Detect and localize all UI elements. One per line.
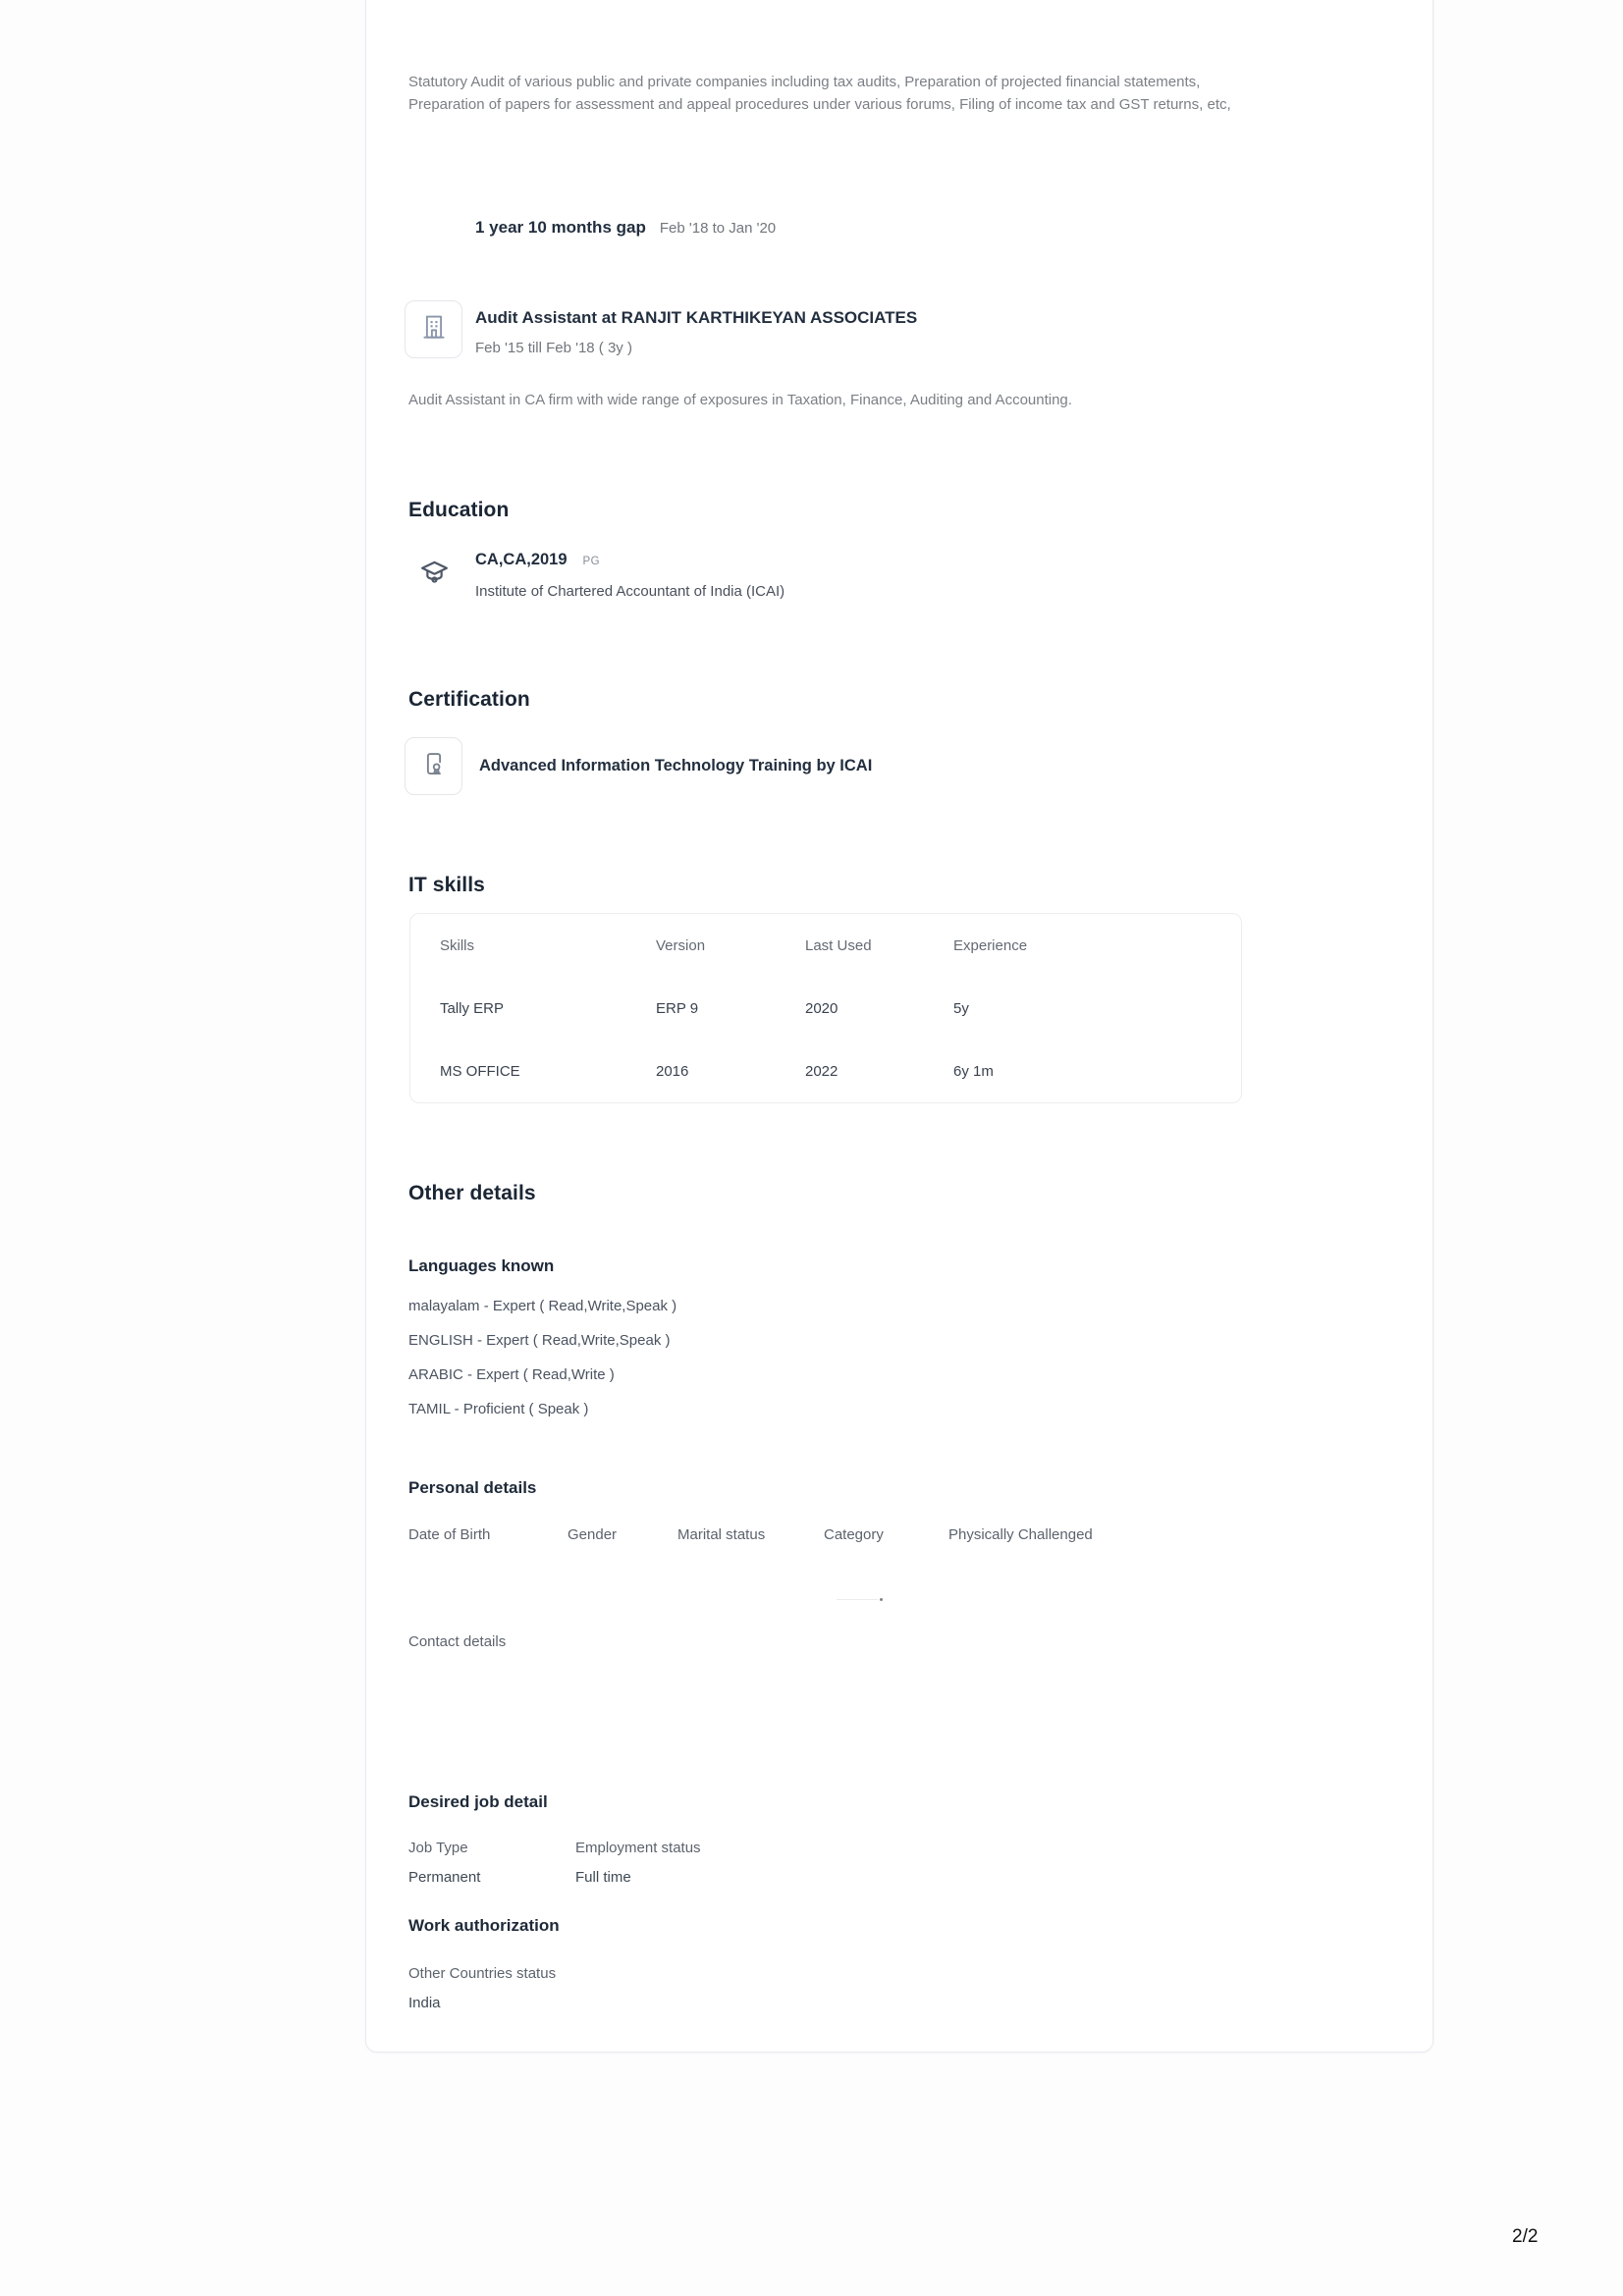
- redacted-value-mark: [837, 1598, 883, 1601]
- education-entry: [475, 551, 600, 569]
- personal-details-labels: [408, 1526, 1093, 1543]
- education-heading: Education: [408, 499, 510, 521]
- job-type-value: Permanent: [408, 1869, 481, 1886]
- desired-job-heading: Desired job detail: [408, 1792, 548, 1811]
- employment-status-value: Full time: [575, 1869, 631, 1886]
- personal-label: Category: [824, 1526, 884, 1543]
- language-item: TAMIL - Proficient ( Speak ): [408, 1401, 589, 1417]
- page-number: 2/2: [1512, 2226, 1539, 2247]
- column-header: Version: [656, 936, 706, 954]
- certificate-icon: [419, 749, 449, 783]
- it-skills-table: [409, 913, 1242, 1103]
- certification-heading: Certification: [408, 688, 530, 711]
- gap-title: 1 year 10 months gap: [475, 218, 646, 237]
- certificate-icon-box: [405, 737, 462, 795]
- personal-label: Marital status: [677, 1526, 766, 1543]
- redacted-line: [837, 1599, 878, 1600]
- job-type-label: Job Type: [408, 1840, 468, 1856]
- redacted-dot: [880, 1598, 883, 1601]
- skill-last-used: 2020: [805, 999, 839, 1017]
- skill-name: Tally ERP: [440, 999, 505, 1017]
- skill-name: MS OFFICE: [440, 1062, 520, 1080]
- it-skills-heading: IT skills: [408, 874, 485, 896]
- it-skills-table-header: [410, 914, 1241, 977]
- employment-status-label: Employment status: [575, 1840, 701, 1856]
- previous-role-description: Statutory Audit of various public and private companies including tax audits, Preparation of projected financial statements, Preparation of papers for assessment and appeal procedures under various forums, Filing of income tax and GST returns, etc,: [408, 74, 1231, 113]
- building-icon: [419, 312, 449, 347]
- other-countries-status-value: India: [408, 1995, 441, 2011]
- skill-version: 2016: [656, 1062, 689, 1080]
- table-row: [410, 977, 1241, 1040]
- work-authorization-heading: Work authorization: [408, 1916, 560, 1935]
- degree-title: CA,CA,2019: [475, 551, 568, 568]
- languages-known-heading: Languages known: [408, 1256, 555, 1275]
- job-title: Audit Assistant at RANJIT KARTHIKEYAN ASSOCIATES: [475, 308, 918, 327]
- graduation-cap-icon: [418, 556, 451, 593]
- language-item: malayalam - Expert ( Read,Write,Speak ): [408, 1298, 677, 1314]
- personal-label: Gender: [568, 1526, 618, 1543]
- personal-label: Physically Challenged: [948, 1526, 1093, 1543]
- job-duration: Feb '15 till Feb '18 ( 3y ): [475, 340, 632, 356]
- skill-last-used: 2022: [805, 1062, 839, 1080]
- language-item: ENGLISH - Expert ( Read,Write,Speak ): [408, 1332, 671, 1349]
- gap-date-range: Feb '18 to Jan '20: [659, 220, 777, 237]
- personal-details-heading: Personal details: [408, 1478, 537, 1497]
- column-header: Last Used: [805, 936, 872, 954]
- degree-level-tag: PG: [582, 556, 600, 567]
- other-details-heading: Other details: [408, 1182, 536, 1204]
- skill-version: ERP 9: [656, 999, 699, 1017]
- column-header: Skills: [440, 936, 475, 954]
- employment-gap-row: [475, 218, 776, 238]
- language-item: ARABIC - Expert ( Read,Write ): [408, 1366, 615, 1383]
- skill-experience: 6y 1m: [953, 1062, 994, 1080]
- job-description: Audit Assistant in CA firm with wide range of exposures in Taxation, Finance, Auditing and Accounting.: [408, 392, 1072, 408]
- skill-experience: 5y: [953, 999, 969, 1017]
- column-header: Experience: [953, 936, 1028, 954]
- personal-label: Date of Birth: [408, 1526, 491, 1543]
- certification-title: Advanced Information Technology Training by ICAI: [479, 757, 873, 774]
- company-icon-box: [405, 300, 462, 358]
- other-countries-status-label: Other Countries status: [408, 1965, 557, 1982]
- table-row: [410, 1040, 1241, 1102]
- contact-details-label: Contact details: [408, 1633, 507, 1650]
- institute-name: Institute of Chartered Accountant of India (ICAI): [475, 583, 785, 600]
